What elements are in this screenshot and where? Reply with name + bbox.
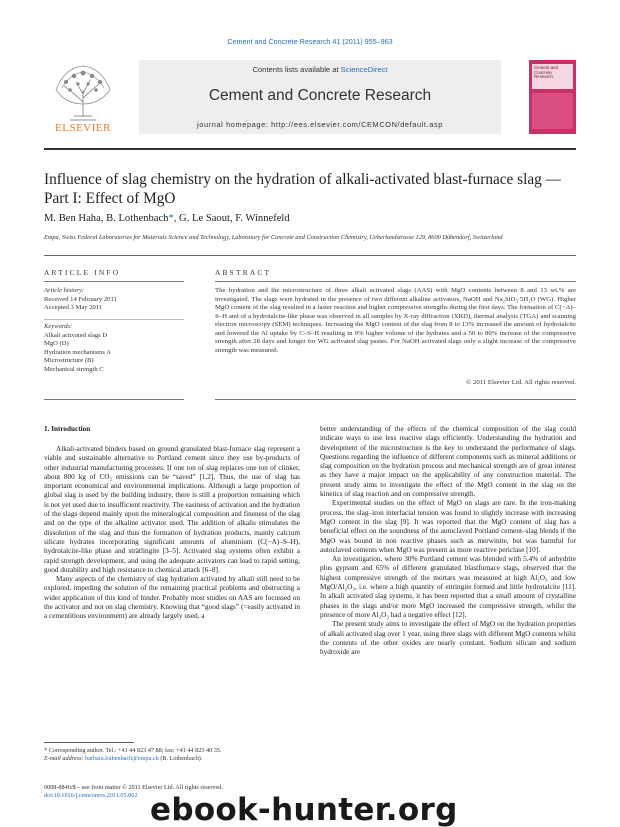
history-label: Article history: [44,287,85,294]
doi-link[interactable]: doi:10.1016/j.cemconres.2011.05.002 [44,792,138,799]
keyword-item: MgO (D) [44,340,69,347]
footnote [44,747,304,763]
introduction-heading: 1. Introduction [44,425,91,433]
body-paragraph: An investigation, where 30% Portland cement was blended with 5.4% of anhydrite plus gypsum and 65% of different granulated blastfurnace slags, observed that the highest compressive strength of the mortars was measured at high Al₂O₃ and low MgO/Al₂O₃, i.e. where a high quantity of ettringite formed and little hydrotalcite [11]. In alkali activated slag systems, it has been reported that a small amount of crystalline phases in the slags and/or more MgO increased the compressive strength, whilst the presence of more Al₂O₃ had a negative effect [12]. [320,555,576,619]
body-column-left [44,445,300,622]
article-info-divider [44,281,184,282]
article-info-bottom-rule [44,399,184,400]
journal-citation[interactable]: Cement and Concrete Research 41 (2011) 955–963 [227,37,393,46]
abstract-copyright: © 2011 Elsevier Ltd. All rights reserved. [466,379,576,386]
publisher-name: ELSEVIER [55,122,111,134]
journal-header [44,60,576,134]
received-date: Received 14 February 2011 [44,295,117,303]
body-paragraph: The present study aims to investigate the effect of MgO on the hydration properties of alkali activated slag over 1 year, using three slags with different MgO contents whilst the contents of the other oxides are nearly constant. Sodium silicate and sodium hydroxide are [320,620,576,657]
journal-cover[interactable] [529,60,576,134]
article-info-heading: ARTICLE INFO [44,268,121,277]
article-history [44,287,184,313]
contents-line [139,65,501,74]
authors-primary: M. Ben Haha, B. Lothenbach [44,213,169,224]
footnote-divider [44,742,134,743]
abstract-divider [215,281,576,282]
body-paragraph: Alkali-activated binders based on ground granulated blast-furnace slag represent a viable and sustainable alternative to Portland cement since they use by-products of other industrial manufacturing processes. If one ton of slag replaces one ton of clinker, about 800 kg of CO₂ emissions can be “saved” [1,2]. Thus, the use of slag has important economical and environmental implications. Although a large proportion of global slag is used by the building industry, there is still a proportion remaining which is not yet used due to insufficient reactivity. The easiness of activation and the hydration of the slags depend mainly upon the mineralogical composition and fineness of the slag and on the type of the alkaline activator used. The addition of alkalis stimulates the dissolution of the slag and thus the formation of hydration products, mainly calcium silicate hydrates incorporating significant amounts of aluminium (C(−A)–S–H), hydrotalcite-like phase and strätlingite [3–5]. Activated slag systems often exhibit a rapid strength development, and using the adequate activators can lead to rapid setting, good durability and high resistance to chemical attack [6–8]. [44,445,300,574]
sciencedirect-link[interactable]: ScienceDirect [340,65,388,74]
body-paragraph: better understanding of the effects of the chemical composition of the slag could indicate ways to use less reactive slags efficiently. Understanding the hydration and development of the microstructure is the key to understand the performance of slags. Questions regarding the influence of different components such as mineral additions or slag composition on the hydration process and mechanical strength are of great interest as they have a major impact on the applicability of any construction material. The present study aims to investigate the effect of the MgO content in the slag on the kinetics of slag reaction and on compressive strength. [320,425,576,499]
keywords-block [44,323,184,374]
article-title: Influence of slag chemistry on the hydration of alkali-activated blast-furnace slag — Part I: Effect of MgO [44,171,561,207]
keyword-item: Microstructure (B) [44,357,94,364]
keyword-item: Hydration mechanisms A [44,348,112,356]
email-suffix: (B. Lothenbach). [158,755,203,762]
corresponding-author-mark[interactable]: * [168,213,174,224]
accepted-date: Accepted 3 May 2011 [44,304,103,311]
journal-banner [139,60,501,134]
email-link[interactable]: barbara.lothenbach@empa.ch [85,755,159,762]
body-paragraph: Many aspects of the chemistry of slag hydration activated by alkali still need to be explored, impeding the solution of the remaining practical problems and obstructing a wider application of this kind of binder. Probably most studies on AAS are focussed on the activator and not on slag chemistry. Knowing that “good slags” (=easily activated in a cementitious environment) are already largely used, a [44,575,300,621]
abstract-heading: ABSTRACT [215,268,272,277]
authors-rest: , G. Le Saout, F. Winnefeld [173,213,290,224]
keywords-label: Keywords: [44,323,73,330]
contents-prefix: Contents lists available at [252,65,341,74]
affiliation-divider [44,255,576,256]
keyword-item: Alkali activated slags D [44,331,108,339]
watermark-text: ebook-hunter.org [150,792,458,827]
affiliation: Empa, Swiss Federal Laboratories for Materials Science and Technology, Laboratory for Concrete and Construction Chemistry, Ueberlandstrasse 129, 8600 Dübendorf, Switzerland [44,234,503,241]
keyword-item: Mechanical strength C [44,365,104,373]
email-label: E-mail address: [44,755,86,762]
journal-homepage[interactable]: journal homepage: http://ees.elsevier.com/CEMCON/default.asp [197,120,443,129]
header-divider [44,148,576,150]
author-list [44,213,564,224]
cover-image [532,93,573,129]
abstract-text: The hydration and the microstructure of three alkali activated slags (AAS) with MgO contents between 8 and 13 wt.% are investigated. The slags were hydrated in the presence of two different alkaline activators, NaOH and Na₂SiO₃·5H₂O (WG). Higher MgO content of the slag resulted in a faster reaction and higher compressive strengths during the first days. The formation of C(−A)–S–H and of a hydrotalcite-like phase was observed in all samples by X-ray diffraction (XRD), thermal analysis (TGA) and scanning electron microscopy (SEM) techniques. Increasing the MgO content of the slag from 8 to 13% increased the amount of hydrotalcite and lowered the Al uptake by C–S–H resulting in 9% higher volume of the hydrates and a 50 to 80% increase of the compressive strength after 28 days and longer for WG activated slag pastes. For NaOH activated slags only a slight increase of the compressive strength was measured. [215,287,576,354]
elsevier-tree-icon [44,60,122,134]
corresponding-author-note: * Corresponding author. Tel.: +41 44 823 47 88; fax: +41 44 823 40 35. [44,747,222,754]
journal-name: Cement and Concrete Research [208,87,432,104]
email-line [44,755,304,763]
history-divider [44,319,184,320]
body-column-right [320,425,576,657]
abstract-bottom-rule [215,399,576,400]
cover-title: Cement and Concrete Research [532,64,573,89]
issn-line: 0008-8846/$ – see front matter © 2011 Elsevier Ltd. All rights reserved. [44,784,223,791]
publisher-logo[interactable] [44,60,122,134]
body-paragraph: Experimental studies on the effect of MgO on slags are rare. In the iron-making process, the slag–iron interfacial tension was found to slightly increase with increasing MgO content in the slag [9]. It was reported that the MgO content of slag has a beneficial effect on the soundness of the autoclaved Portland cement–slag blends if the MgO was bound in non reactive phases such as merwinite, but was harmful for autoclaved cements when MgO was present as more reactive periclase [10]. [320,499,576,554]
